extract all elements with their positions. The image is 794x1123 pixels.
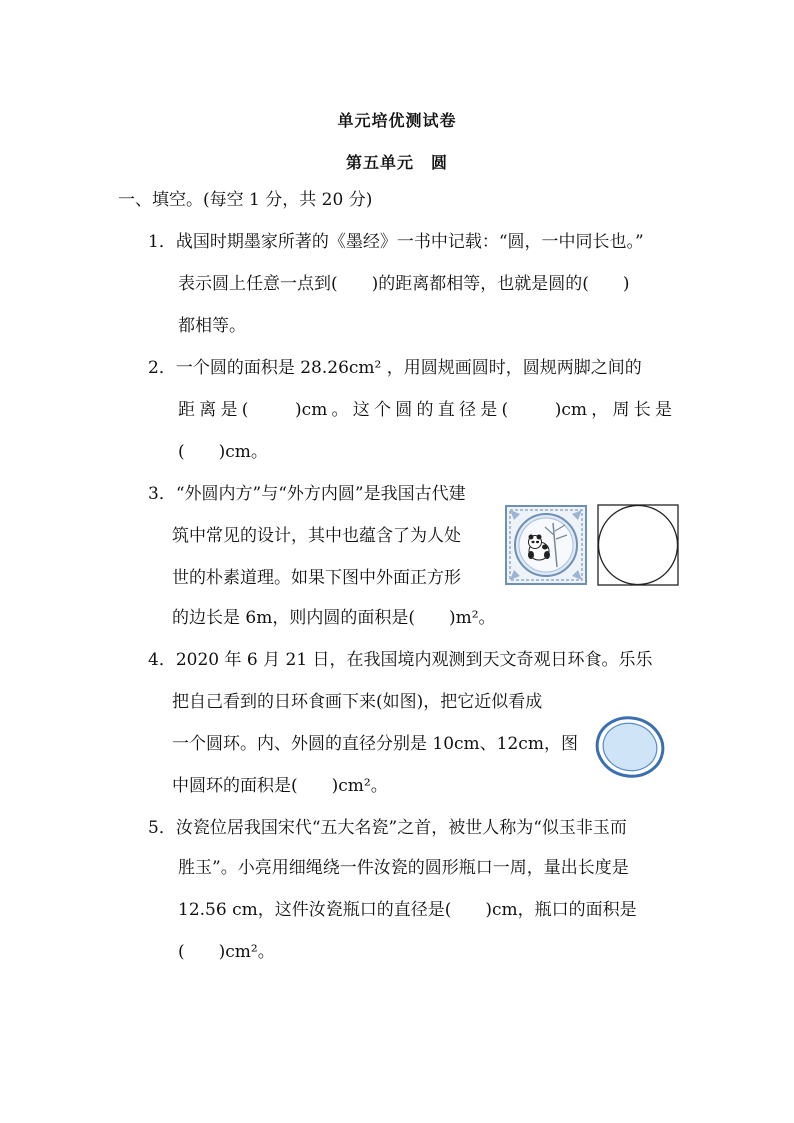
q5-line-3: 12.56 cm，这件汝瓷瓶口的直径是( )cm，瓶口的面积是 bbox=[178, 900, 637, 920]
q1-line-2: 表示圆上任意一点到( )的距离都相等，也就是圆的( ) bbox=[178, 274, 630, 294]
q3-line-1: 3．“外圆内方”与“外方内圆”是我国古代建 bbox=[148, 484, 466, 504]
q4-line-1: 4．2020 年 6 月 21 日，在我国境内观测到天文奇观日环食。乐乐 bbox=[148, 650, 653, 670]
q5-line-4: ( )cm²。 bbox=[178, 942, 275, 962]
q4-line-3: 一个圆环。内、外圆的直径分别是 10cm、12cm，图 bbox=[172, 734, 578, 754]
eclipse-ring-image bbox=[594, 714, 666, 780]
q5-line-1: 5．汝瓷位居我国宋代“五大名瓷”之首，被世人称为“似玉非玉而 bbox=[148, 818, 627, 838]
q3-line-2: 筑中常见的设计，其中也蕴含了为人处 bbox=[172, 526, 461, 546]
q4-line-4: 中圆环的面积是( )cm²。 bbox=[172, 776, 388, 796]
q4-line-2: 把自己看到的日环食画下来(如图)，把它近似看成 bbox=[172, 692, 543, 712]
square-circle-diagram bbox=[597, 504, 679, 586]
section-heading: 一、填空。(每空 1 分，共 20 分) bbox=[118, 190, 373, 210]
q2-line-3: ( )cm。 bbox=[178, 442, 268, 462]
q2-line-2: 距离是( )cm。这个圆的直径是( )cm，周长是 bbox=[178, 400, 672, 420]
unit-title: 第五单元 圆 bbox=[345, 153, 448, 172]
q1-line-3: 都相等。 bbox=[178, 316, 246, 336]
q5-line-2: 胜玉”。小亮用细绳绕一件汝瓷的圆形瓶口一周，量出长度是 bbox=[178, 858, 629, 878]
q3-line-3: 世的朴素道理。如果下图中外面正方形 bbox=[172, 568, 461, 588]
q3-line-4: 的边长是 6m，则内圆的面积是( )m²。 bbox=[172, 608, 496, 628]
panda-tile-image bbox=[505, 505, 587, 585]
page-title: 单元培优测试卷 bbox=[337, 111, 457, 130]
q2-line-1: 2．一个圆的面积是 28.26cm² ，用圆规画圆时，圆规两脚之间的 bbox=[148, 358, 642, 378]
q1-line-1: 1．战国时期墨家所著的《墨经》一书中记载：“圆，一中同长也。” bbox=[148, 232, 644, 252]
